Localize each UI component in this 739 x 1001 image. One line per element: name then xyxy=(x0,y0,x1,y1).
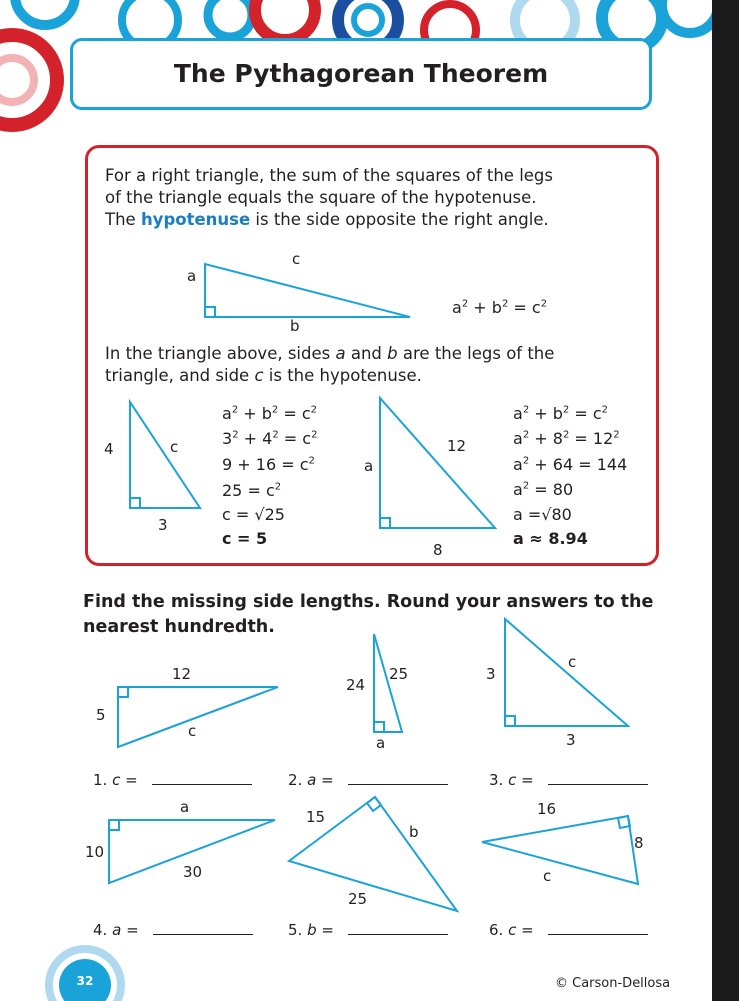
answer-blank-2[interactable] xyxy=(348,770,448,785)
problem2-answer: 2. a = xyxy=(288,770,448,789)
example1-step-3: $9 + 16 = c^2$ xyxy=(222,455,315,474)
example2-step-1: $a^2 + b^2 = c^2$ xyxy=(513,404,609,423)
main-triangle xyxy=(195,262,420,322)
explanation-line-1: In the triangle above, sides a and b are the legs of the xyxy=(105,344,555,363)
example1-label-left: 4 xyxy=(104,440,114,458)
instructions: Find the missing side lengths. Round your answers to the nearest hundredth. xyxy=(83,592,654,637)
example1-step-4: $25 = c^2$ xyxy=(222,481,282,500)
problem5-label-bottom: 25 xyxy=(348,890,368,908)
example2-label-hyp: 12 xyxy=(447,437,467,455)
problem5-answer: 5. b = xyxy=(288,920,448,939)
example1-step-2: $3^2 + 4^2 = c^2$ xyxy=(222,429,318,448)
example2-answer: a ≈ 8.94 xyxy=(513,529,588,548)
problem6-triangle xyxy=(478,812,643,887)
example2-label-bottom: 8 xyxy=(433,541,443,559)
example2-label-left: a xyxy=(364,457,374,475)
example1-answer: c = 5 xyxy=(222,529,268,548)
title-banner xyxy=(70,38,652,110)
problem2-label-bottom: a xyxy=(376,734,386,752)
example1-step-1: $a^2 + b^2 = c^2$ xyxy=(222,404,318,423)
example2-step-3: $a^2 + 64 = 144$ xyxy=(513,455,628,474)
problem1-label-top: 12 xyxy=(172,665,192,683)
page-title: The Pythagorean Theorem xyxy=(173,59,549,88)
problem1-label-hyp: c xyxy=(188,722,197,740)
problem6-label-hyp: c xyxy=(543,867,552,885)
hypotenuse-term: hypotenuse xyxy=(140,210,251,229)
problem5-label-right: b xyxy=(409,823,419,841)
answer-blank-6[interactable] xyxy=(548,920,648,935)
copyright: © Carson-Dellosa xyxy=(555,976,671,991)
page-number: 32 xyxy=(76,974,94,988)
problem4-answer: 4. a = xyxy=(93,920,253,939)
problem3-label-bottom: 3 xyxy=(566,731,576,749)
problem1-triangle xyxy=(110,682,285,752)
example2-step-4: $a^2 = 80$ xyxy=(513,480,574,499)
intro-line-3: The hypotenuse is the side opposite the right angle. xyxy=(105,210,549,229)
problem4-label-hyp: 30 xyxy=(183,863,203,881)
answer-blank-4[interactable] xyxy=(153,920,253,935)
answer-blank-5[interactable] xyxy=(348,920,448,935)
example1-triangle xyxy=(120,398,210,513)
problem5-label-left: 15 xyxy=(306,808,326,826)
problem2-label-left: 24 xyxy=(346,676,366,694)
problem3-answer: 3. c = xyxy=(489,770,648,789)
problem1-answer: 1. c = xyxy=(93,770,252,789)
problem6-label-right: 8 xyxy=(634,834,644,852)
example2-step-5: a =√80 xyxy=(513,505,572,524)
problem2-triangle xyxy=(368,632,408,737)
problem3-triangle xyxy=(500,614,635,729)
example1-label-bottom: 3 xyxy=(158,516,168,534)
pythagorean-formula: $a^2 + b^2 = c^2$ xyxy=(452,298,548,317)
problem3-label-left: 3 xyxy=(486,665,496,683)
answer-blank-1[interactable] xyxy=(152,770,252,785)
problem1-label-left: 5 xyxy=(96,706,106,724)
page-number-badge xyxy=(40,945,140,1001)
problem2-label-hyp: 25 xyxy=(389,665,409,683)
main-label-a: a xyxy=(187,267,197,285)
problem3-label-hyp: c xyxy=(568,653,577,671)
example2-step-2: $a^2 + 8^2 = 12^2$ xyxy=(513,429,620,448)
answer-blank-3[interactable] xyxy=(548,770,648,785)
problem4-label-top: a xyxy=(180,798,190,816)
page-edge xyxy=(712,0,739,1001)
problem6-answer: 6. c = xyxy=(489,920,648,939)
problem4-label-left: 10 xyxy=(85,843,105,861)
example1-label-hyp: c xyxy=(170,438,179,456)
main-label-c: c xyxy=(292,250,301,268)
problem6-label-top: 16 xyxy=(537,800,557,818)
example1-step-5: c = √25 xyxy=(222,505,285,524)
main-label-b: b xyxy=(290,317,300,335)
explanation-line-2: triangle, and side c is the hypotenuse. xyxy=(105,366,422,385)
intro-line-1: For a right triangle, the sum of the squares of the legs xyxy=(105,166,553,185)
intro-line-2: of the triangle equals the square of the hypotenuse. xyxy=(105,188,537,207)
example2-triangle xyxy=(375,393,500,533)
